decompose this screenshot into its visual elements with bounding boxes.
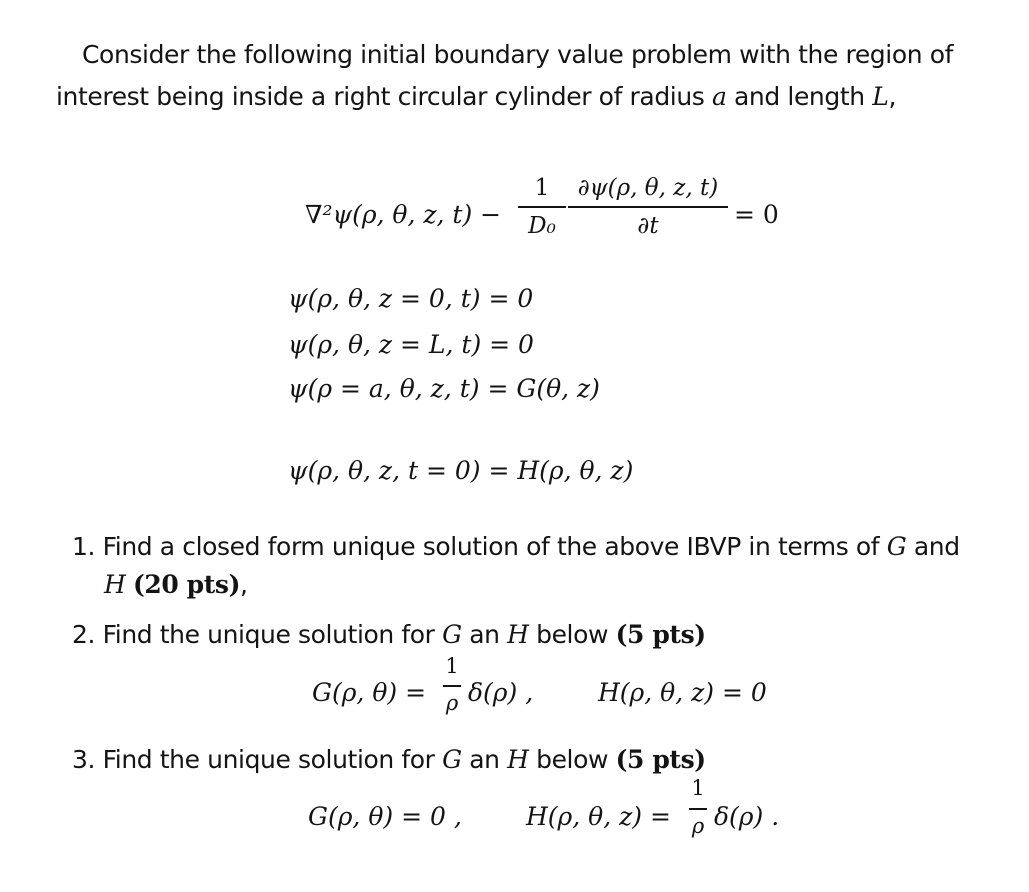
points-label: (20 pts) <box>132 570 241 599</box>
pde-coef-denominator: D₀ <box>528 213 556 239</box>
question-number: 2. <box>72 620 96 649</box>
symbol-H: H <box>507 745 529 774</box>
q2-frac-bar <box>443 685 461 687</box>
q2-frac-denominator: ρ <box>445 691 459 715</box>
q3-frac-numerator: 1 <box>691 776 705 800</box>
intro-line-2 <box>56 82 896 111</box>
pde-deriv-numerator: ∂ψ(ρ, θ, z, t) <box>577 175 719 201</box>
question-3-line <box>72 745 706 774</box>
question-text: below <box>528 620 616 649</box>
q3-H-tail: δ(ρ) . <box>714 802 780 831</box>
symbol-H: H <box>104 570 126 599</box>
pde-rhs: = 0 <box>734 200 779 229</box>
question-text: , <box>240 570 248 599</box>
intro-line-1: Consider the following initial boundary value problem with the region of <box>82 40 954 69</box>
boundary-condition-rho-a: ψ(ρ = a, θ, z, t) = G(θ, z) <box>288 374 600 403</box>
initial-condition: ψ(ρ, θ, z, t = 0) = H(ρ, θ, z) <box>288 456 634 485</box>
intro-text: interest being inside a right circular cylinder of radius <box>56 82 712 111</box>
pde-deriv-denominator: ∂t <box>637 213 659 239</box>
pde-coef-bar <box>518 206 566 208</box>
question-text: Find the unique solution for <box>102 620 443 649</box>
question-number: 1. <box>72 532 96 561</box>
question-1-line-1 <box>72 532 960 561</box>
pde-coef-numerator: 1 <box>534 175 550 201</box>
points-label: (5 pts) <box>615 745 706 774</box>
question-text: Find a closed form unique solution of the above IBVP in terms of <box>102 532 887 561</box>
q2-G-tail: δ(ρ) , <box>468 678 534 707</box>
question-2-line <box>72 620 706 649</box>
pde-deriv-bar <box>568 206 728 208</box>
symbol-H: H <box>507 620 529 649</box>
boundary-condition-zL: ψ(ρ, θ, z = L, t) = 0 <box>288 330 534 359</box>
q3-G-eq: G(ρ, θ) = 0 , <box>308 802 462 831</box>
question-text: and <box>906 532 960 561</box>
intro-text: and length <box>726 82 873 111</box>
question-text: Find the unique solution for <box>102 745 443 774</box>
boundary-condition-z0: ψ(ρ, θ, z = 0, t) = 0 <box>288 284 534 313</box>
q3-frac-bar <box>689 808 707 810</box>
symbol-G: G <box>442 745 462 774</box>
symbol-G: G <box>442 620 462 649</box>
symbol-G: G <box>886 532 907 561</box>
points-label: (5 pts) <box>615 620 706 649</box>
q3-frac-denominator: ρ <box>691 814 705 838</box>
length-symbol: L <box>872 82 889 111</box>
pde-lhs: ∇²ψ(ρ, θ, z, t) − <box>305 200 502 229</box>
intro-text: , <box>888 82 896 111</box>
radius-symbol: a <box>711 82 727 111</box>
q2-H-eq: H(ρ, θ, z) = 0 <box>598 678 767 707</box>
q2-frac-numerator: 1 <box>445 654 459 678</box>
question-1-line-2 <box>104 570 248 599</box>
question-text: below <box>528 745 616 774</box>
q3-H-lhs: H(ρ, θ, z) = <box>526 802 671 831</box>
question-text: an <box>461 620 508 649</box>
question-number: 3. <box>72 745 96 774</box>
q2-G-lhs: G(ρ, θ) = <box>312 678 427 707</box>
question-text: an <box>461 745 508 774</box>
